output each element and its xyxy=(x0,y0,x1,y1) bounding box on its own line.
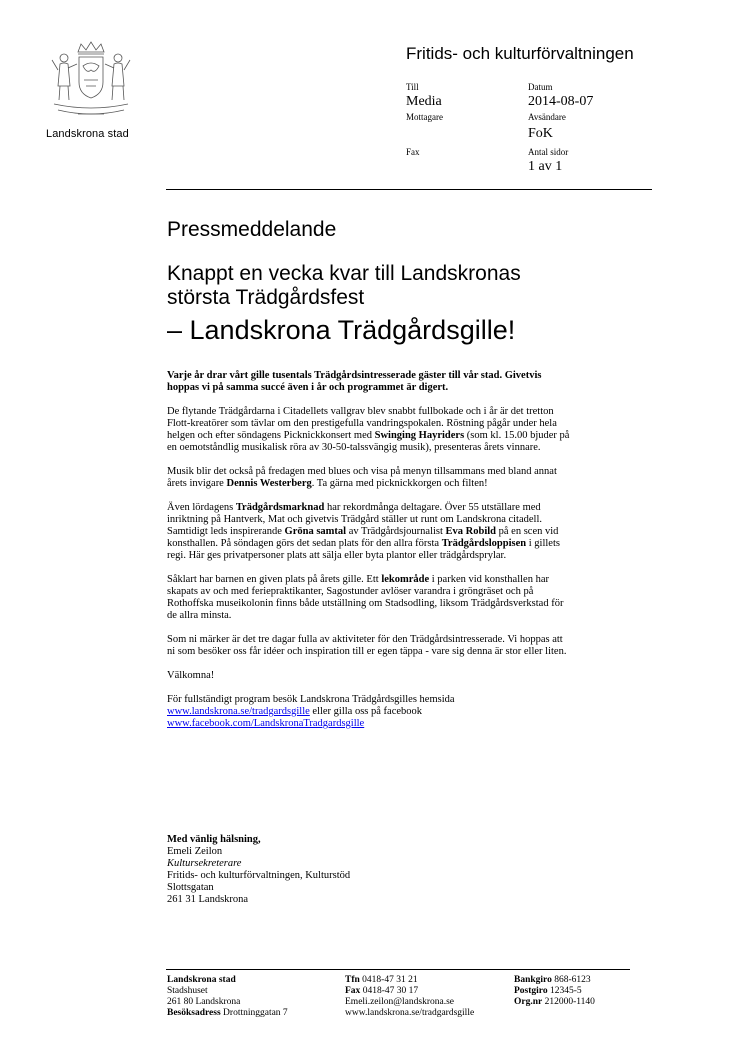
paragraph-market: Även lördagens Trädgårdsmarknad har rekordmånga deltagare. Över 55 utställare med inriktning på Hantverk, Mat och givetvis Trädgård ställer ut runt om Landskrona citadell. Samtidigt leds inspirerande Gröna samtal av Trädgårdsjournalist Eva Robild på en scen vid konsthallen. På söndagen görs det sedan plats för den allra första Trädgårdsloppisen i gillets regi. Här ges privatpersoner plats att sälja eller byta plantor eller trädgårdsprylar. xyxy=(167,502,560,561)
landskrona-coat-of-arms-logo xyxy=(48,40,134,128)
signature-block xyxy=(167,834,350,906)
signature-department: Fritids- och kulturförvaltningen, Kulturstöd xyxy=(167,870,351,881)
footer-address: Landskrona stad Stadshuset 261 80 Landskrona Besöksadress Drottninggatan 7 xyxy=(167,975,288,1018)
website-link[interactable]: www.landskrona.se/tradgardsgille xyxy=(167,706,310,717)
antal-sidor-label: Antal sidor xyxy=(528,147,569,157)
footer-web: www.landskrona.se/tradgardsgille xyxy=(345,1008,475,1018)
welcome-text: Välkomna! xyxy=(167,670,215,681)
avsandare-value: FoK xyxy=(528,126,553,141)
avsandare-label: Avsändare xyxy=(528,112,566,122)
till-value: Media xyxy=(406,94,442,109)
footer-divider xyxy=(166,969,630,970)
document-type-heading: Pressmeddelande xyxy=(167,218,337,241)
logo-text: Landskrona stad xyxy=(46,128,129,140)
footer-payment: Bankgiro 868-6123 Postgiro 12345-5 Org.nr 212000-1140 xyxy=(514,975,595,1007)
antal-sidor-value: 1 av 1 xyxy=(528,159,563,174)
paragraph-links: För fullständigt program besök Landskrona Trädgårdsgilles hemsida www.landskrona.se/tradgardsgille eller gilla oss på facebook www.facebook.com/LandskronaTradgardsgille xyxy=(167,694,455,729)
signature-greeting: Med vänlig hälsning, xyxy=(167,834,261,845)
organization-name: Fritids- och kulturförvaltningen xyxy=(406,44,634,63)
datum-label: Datum xyxy=(528,82,553,92)
signature-name: Emeli Zeilon xyxy=(167,846,223,857)
mottagare-label: Mottagare xyxy=(406,112,443,122)
signature-role: Kultursekreterare xyxy=(167,858,242,869)
intro-paragraph: Varje år drar vårt gille tusentals Trädgårdsintresserade gäster till vår stad. Givetvis hoppas vi på samma succé även i år och programmet är digert. xyxy=(167,370,542,393)
signature-street: Slottsgatan xyxy=(167,882,214,893)
header-divider xyxy=(166,189,652,190)
title-line-1: Knappt en vecka kvar till Landskronas xyxy=(167,262,521,285)
paragraph-children: Såklart har barnen en given plats på årets gille. Ett lekområde i parken vid konsthallen har skapats av och med feriepraktikanter, Sagostunder avlöser varandra i gröngräset och på Rothoffska museikolonin finns både utställning om Stadsodling, liksom Trädgårdsverkstad för de allra minsta. xyxy=(167,574,564,621)
paragraph-music: Musik blir det också på fredagen med blues och visa på menyn tillsammans med bland annat årets invigare Dennis Westerberg. Ta gärna med picknickkorgen och filten! xyxy=(167,466,557,489)
facebook-link[interactable]: www.facebook.com/LandskronaTradgardsgille xyxy=(167,718,365,729)
press-release-body xyxy=(167,370,667,742)
title-line-2: största Trädgårdsfest xyxy=(167,286,365,309)
datum-value: 2014-08-07 xyxy=(528,94,594,109)
footer-contact: Tfn 0418-47 31 21 Fax 0418-47 30 17 Emeli.zeilon@landskrona.se www.landskrona.se/tradgardsgille xyxy=(345,975,475,1018)
signature-city: 261 31 Landskrona xyxy=(167,894,249,905)
paragraph-floating-gardens: De flytande Trädgårdarna i Citadellets vallgrav blev snabbt fullbokade och i år är det tretton Flott-kreatörer som tävlar om den prestigefulla vandringspokalen. Röstning pågår under hela helgen och efter söndagens Picknickkonsert med Swinging Hayriders (som kl. 15.00 bjuder på en oemotståndlig musikalisk röra av 30-50-talssvängig musik), presenteras årets vinnare. xyxy=(167,406,570,453)
footer-email: Emeli.zeilon@landskrona.se xyxy=(345,997,454,1007)
fax-label: Fax xyxy=(406,147,420,157)
title-line-3: – Landskrona Trädgårdsgille! xyxy=(167,315,516,345)
till-label: Till xyxy=(406,82,419,92)
paragraph-summary: Som ni märker är det tre dagar fulla av aktiviteter för den Trädgårdsintresserade. Vi hoppas att ni som besöker oss får idéer och inspiration till er egen täppa - vare sig denna är stor eller liten. xyxy=(167,634,567,657)
